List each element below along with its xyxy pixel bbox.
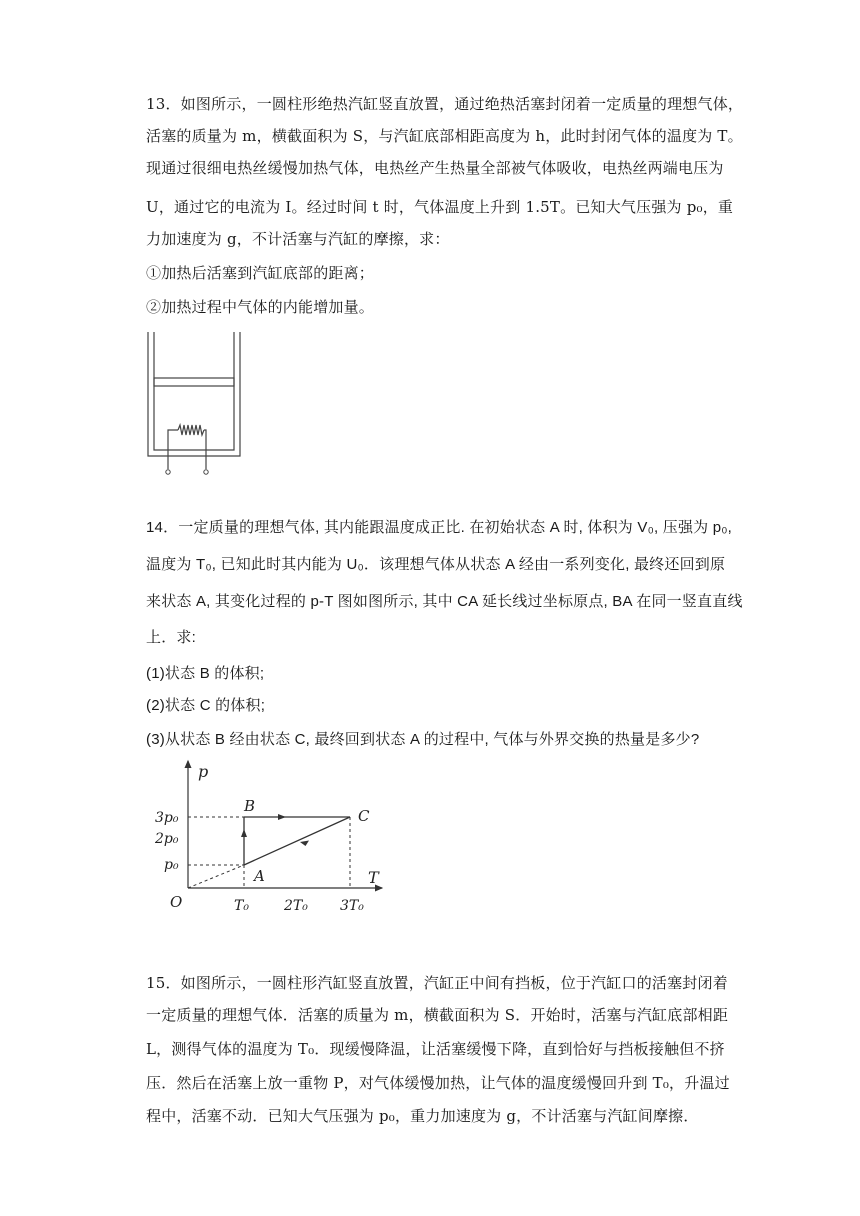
point-c-label: C: [358, 807, 370, 825]
t-axis-label: T: [368, 868, 379, 887]
q15-line-3: L，测得气体的温度为 T₀．现缓慢降温，让活塞缓慢下降，直到恰好与挡板接触但不挤: [146, 1040, 725, 1058]
q13-line-2: 活塞的质量为 m，横截面积为 S，与汽缸底部相距高度为 h，此时封闭气体的温度为 T。: [146, 127, 743, 145]
q15-line-1: 15．如图所示，一圆柱形汽缸竖直放置，汽缸正中间有挡板，位于汽缸口的活塞封闭着: [146, 974, 728, 992]
x-tick-2t0: 2T₀: [284, 898, 308, 914]
x-tick-t0: T₀: [234, 898, 249, 914]
arrow-up-icon: [241, 829, 247, 837]
q14-line-5: (1)状态 B 的体积;: [146, 665, 265, 682]
q15-line-4: 压．然后在活塞上放一重物 P，对气体缓慢加热，让气体的温度缓慢回升到 T₀，升温过: [146, 1074, 730, 1092]
origin-label: O: [170, 893, 183, 911]
q14-line-3: 来状态 A, 其变化过程的 p-T 图如图所示, 其中 CA 延长线过坐标原点, BA 在同一竖直直线: [146, 593, 743, 610]
pT-graph: [150, 755, 400, 920]
x-tick-3t0: 3T₀: [340, 898, 364, 914]
q14-line-2: 温度为 T₀, 已知此时其内能为 U₀．该理想气体从状态 A 经由一系列变化, 最终还回到原: [146, 556, 726, 573]
q14-line-6: (2)状态 C 的体积;: [146, 697, 266, 714]
p-axis-label: p: [198, 762, 209, 781]
q13-line-1: 13．如图所示，一圆柱形绝热汽缸竖直放置，通过绝热活塞封闭着一定质量的理想气体，: [146, 95, 744, 113]
q13-line-5: 力加速度为 g，不计活塞与汽缸的摩擦，求：: [146, 230, 450, 248]
q14-line-7: (3)从状态 B 经由状态 C, 最终回到状态 A 的过程中, 气体与外界交换的热量是多少?: [146, 731, 700, 748]
point-b-label: B: [244, 797, 256, 815]
q13-line-4: U，通过它的电流为 I。经过时间 t 时，气体温度上升到 1.5T。已知大气压强为 p₀，重: [146, 198, 734, 216]
arrow-right-icon: [278, 814, 286, 820]
y-tick-3p0: 3p₀: [155, 810, 179, 826]
q13-line-6: ①加热后活塞到汽缸底部的距离；: [146, 264, 375, 282]
y-tick-2p0: 2p₀: [155, 831, 179, 847]
q14-line-1: 14．一定质量的理想气体, 其内能跟温度成正比. 在初始状态 A 时, 体积为 V₀, 压强为 p₀,: [146, 519, 733, 536]
q13-line-7: ②加热过程中气体的内能增加量。: [146, 298, 375, 316]
q13-line-3: 现通过很细电热丝缓慢加热气体，电热丝产生热量全部被气体吸收，电热丝两端电压为: [146, 159, 724, 177]
q15-line-5: 程中，活塞不动．已知大气压强为 p₀，重力加速度为 g，不计活塞与汽缸间摩擦．: [146, 1107, 699, 1125]
cylinder-heater-figure: [140, 328, 250, 480]
process-path: [244, 817, 350, 865]
q15-line-2: 一定质量的理想气体．活塞的质量为 m，横截面积为 S．开始时，活塞与汽缸底部相距: [146, 1006, 729, 1024]
q14-line-4: 上．求:: [146, 629, 196, 646]
point-a-label: A: [254, 867, 265, 885]
y-tick-p0: p₀: [164, 857, 179, 873]
arrow-left-icon: [300, 841, 309, 847]
